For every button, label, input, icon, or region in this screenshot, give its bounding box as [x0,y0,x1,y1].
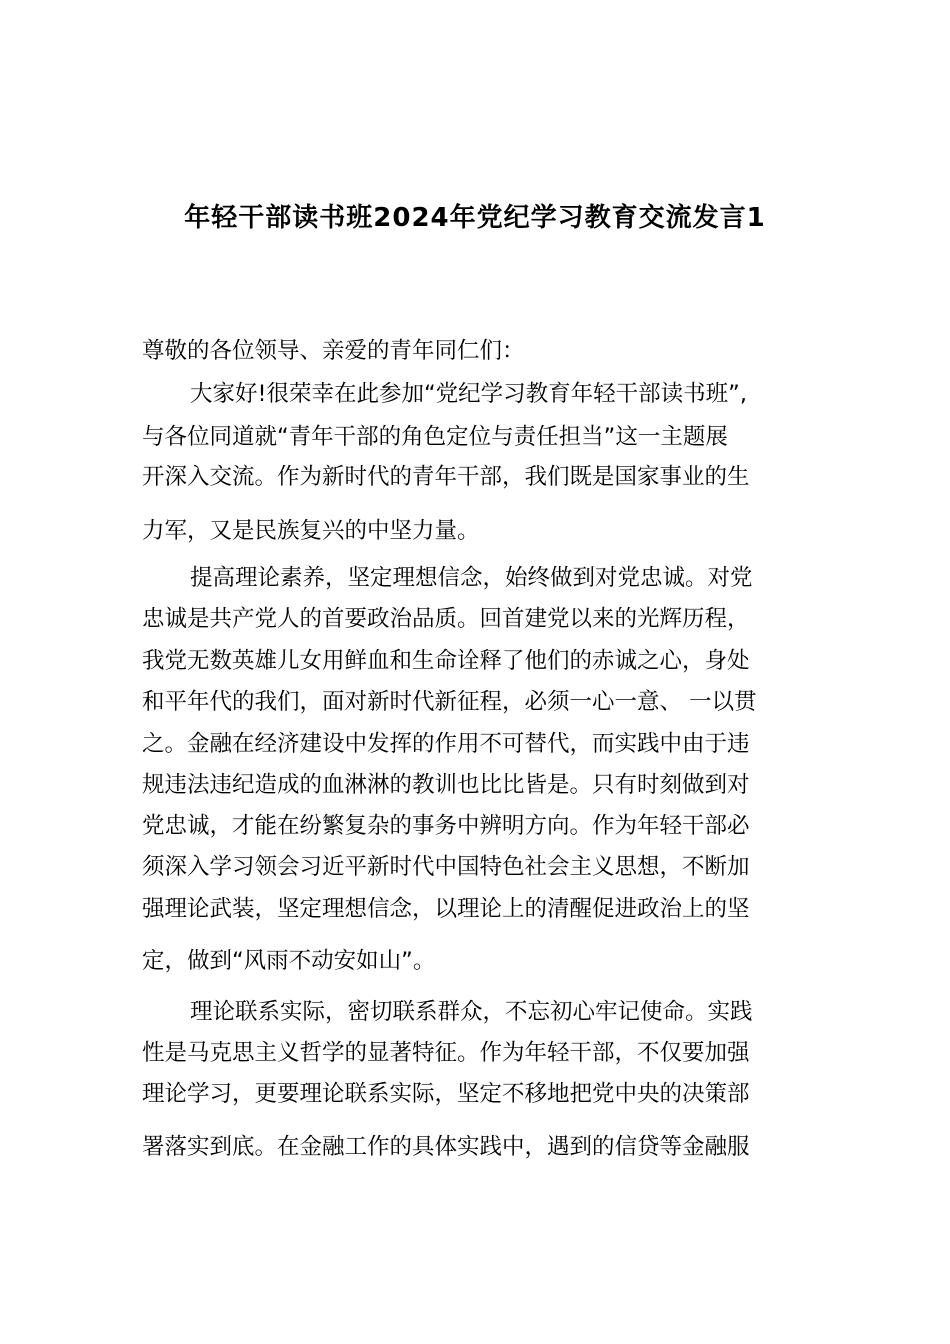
paragraph-line: 理论学习，更要理论联系实际，坚定不移地把党中央的决策部 [142,1081,750,1107]
paragraph-line: 署落实到底。在金融工作的具体实践中，遇到的信贷等金融服 [142,1134,750,1160]
paragraph-line: 我党无数英雄儿女用鲜血和生命诠释了他们的赤诚之心，身处 [142,648,750,674]
paragraph-line: 和平年代的我们，面对新时代新征程，必须一心一意、 一以贯 [142,689,757,715]
paragraph-line: 理论联系实际，密切联系群众，不忘初心牢记使命。实践 [190,999,753,1025]
paragraph-line: 提高理论素养，坚定理想信念，始终做到对党忠诚。对党 [190,565,753,591]
paragraph-line: 党忠诚，才能在纷繁复杂的事务中辨明方向。作为年轻干部必 [142,813,750,839]
paragraph-line: 开深入交流。作为新时代的青年干部，我们既是国家事业的生 [142,464,750,490]
paragraph-line: 力军，又是民族复兴的中坚力量。 [142,518,480,544]
document-title: 年轻干部读书班2024年党纪学习教育交流发言1 [184,203,766,233]
paragraph-line: 规违法违纪造成的血淋淋的教训也比比皆是。只有时刻做到对 [142,772,750,798]
paragraph-line: 定，做到“风雨不动安如山”。 [142,948,436,974]
salutation-line: 尊敬的各位领导、亲爱的青年同仁们： [142,338,525,364]
paragraph-line: 之。金融在经济建设中发挥的作用不可替代，而实践中由于违 [142,731,750,757]
paragraph-line: 性是马克思主义哲学的显著特征。作为年轻干部，不仅要加强 [142,1040,750,1066]
paragraph-line: 与各位同道就“青年干部的角色定位与责任担当”这一主题展 [142,424,728,450]
paragraph-line: 须深入学习领会习近平新时代中国特色社会主义思想，不断加 [142,854,750,880]
paragraph-line: 强理论武装，坚定理想信念，以理论上的清醒促进政治上的坚 [142,896,750,922]
paragraph-line: 大家好!很荣幸在此参加“党纪学习教育年轻干部读书班”, [190,381,747,407]
paragraph-line: 忠诚是共产党人的首要政治品质。回首建党以来的光辉历程， [142,606,750,632]
